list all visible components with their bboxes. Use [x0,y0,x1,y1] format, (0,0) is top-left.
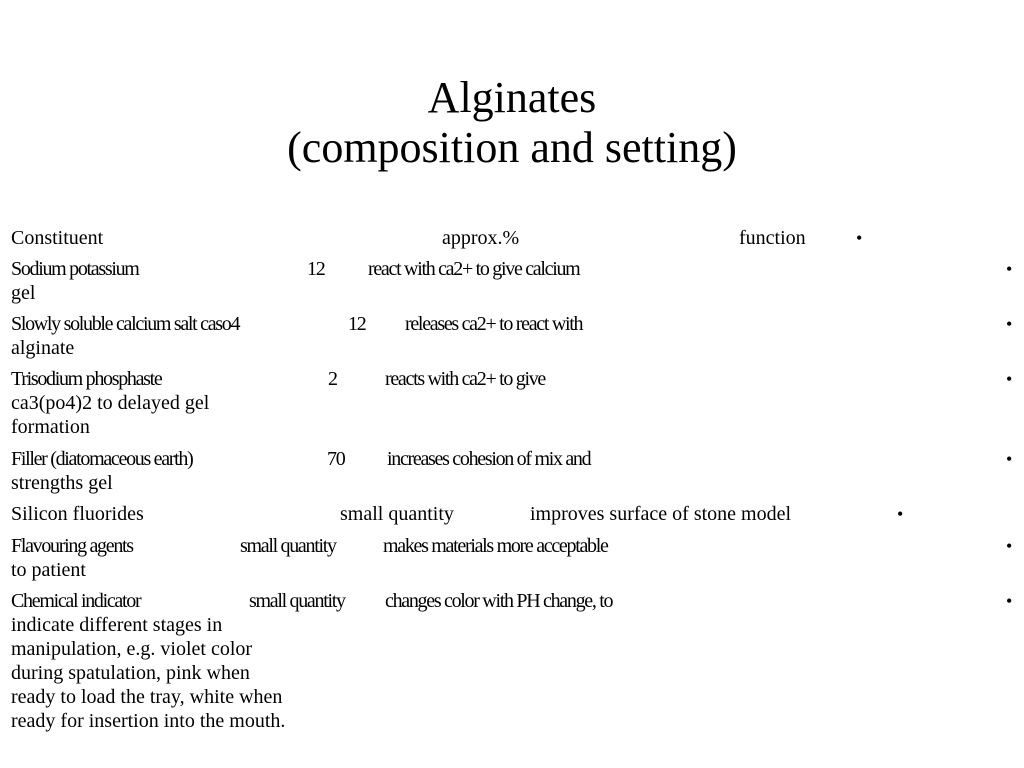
list-item [11,534,1017,582]
percent-value: 2 [328,368,337,390]
bullet-icon: • [856,228,863,248]
function-text: react with ca2+ to give calcium [368,258,580,280]
bullet-icon: • [1006,449,1013,469]
header-percent: approx.% [442,227,520,249]
percent-value: 70 [327,448,345,470]
function-text: improves surface of stone model [530,503,792,525]
function-continuation: to patient [11,559,86,581]
slide-title [0,73,1024,173]
function-continuation: alginate [11,337,75,359]
list-item [11,367,1017,439]
title-line-2: (composition and setting) [287,123,737,172]
constituent-name: Slowly soluble calcium salt caso4 [11,313,240,335]
percent-value: small quantity [240,535,336,557]
title-line-1: Alginates [427,73,597,122]
function-text: reacts with ca2+ to give [385,368,546,390]
header-row [11,226,1017,250]
constituent-name: Filler (diatomaceous earth) [11,448,193,470]
list-item [11,257,1017,305]
bullet-icon: • [1006,314,1013,334]
function-continuation: ca3(po4)2 to delayed gel formation [11,392,210,438]
constituent-name: Trisodium phosphaste [11,368,162,390]
function-text: releases ca2+ to react with [405,313,583,335]
constituent-name: Chemical indicator [11,590,141,612]
function-continuation: gel [11,282,36,304]
function-text: changes color with PH change, to [385,590,613,612]
constituent-name: Sodium potassium [11,258,139,280]
percent-value: 12 [307,258,325,280]
percent-value: small quantity [249,590,345,612]
constituent-name: Silicon fluorides [11,503,144,525]
list-item [11,589,1017,733]
function-text: makes materials more acceptable [383,535,608,557]
header-constituent: Constituent [11,227,104,249]
bullet-icon: • [1006,259,1013,279]
list-item [11,447,1017,495]
bullet-icon: • [1006,591,1013,611]
bullet-icon: • [897,504,904,524]
bullet-icon: • [1006,536,1013,556]
function-continuation: indicate different stages in manipulation, e.g. violet color during spatulation, pink when ready to load the tray, white when ready for insertion into the mouth. [11,614,286,732]
function-continuation: strengths gel [11,472,113,494]
percent-value: 12 [348,313,366,335]
percent-value: small quantity [340,503,454,525]
list-item [11,312,1017,360]
list-item [11,502,1017,526]
function-text: increases cohesion of mix and [387,448,591,470]
constituent-name: Flavouring agents [11,535,133,557]
bullet-icon: • [1006,369,1013,389]
header-function: function [739,227,806,249]
